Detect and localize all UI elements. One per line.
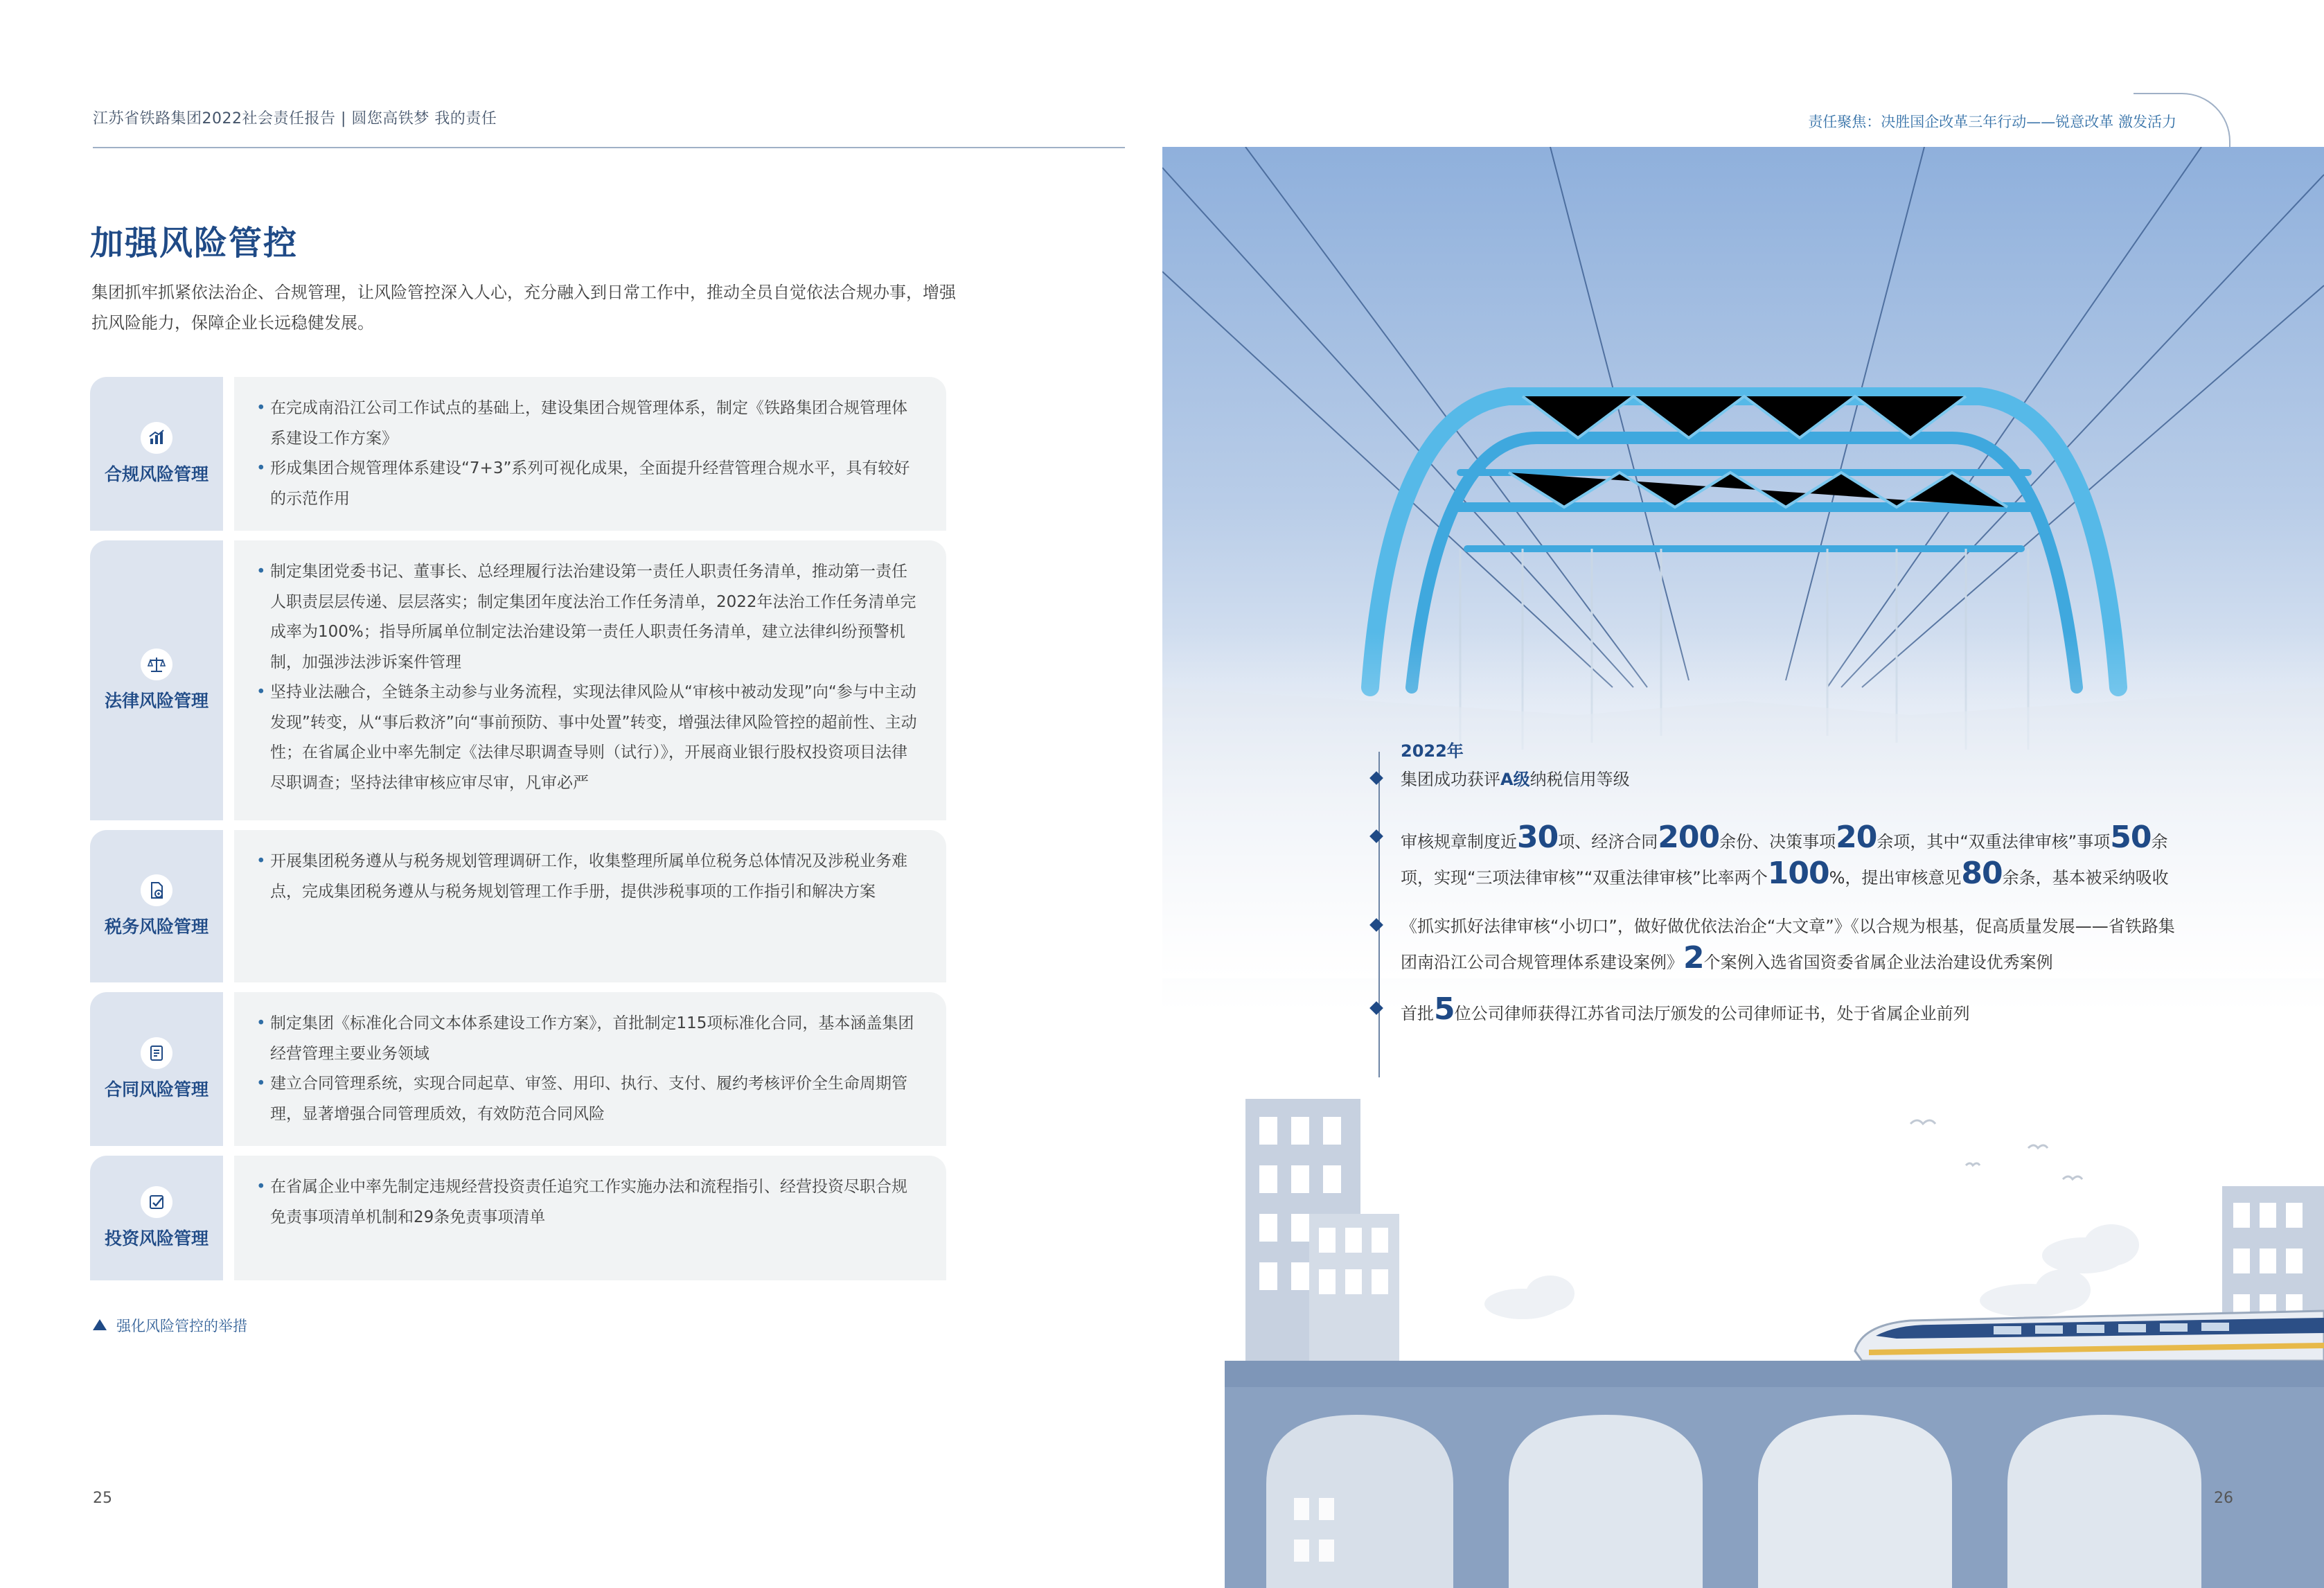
- risk-card-tax: [90, 830, 946, 982]
- scales-icon: [141, 649, 172, 680]
- fact-item: 集团成功获评A级纳税信用等级: [1401, 764, 2190, 795]
- contract-icon: [141, 1037, 172, 1069]
- risk-card-investment: [90, 1156, 946, 1280]
- header-divider-left: [93, 147, 1125, 148]
- risk-card-legal: [90, 540, 946, 820]
- page-number-left: 25: [93, 1490, 112, 1507]
- risk-card-contract: [90, 992, 946, 1146]
- list-item: • 开展集团税务遵从与税务规划管理调研工作，收集整理所属单位税务总体情况及涉税业务难点，完成集团税务遵从与税务规划管理工作手册，提供涉税事项的工作指引和解决方案: [256, 847, 919, 907]
- list-item: • 坚持业法融合，全链条主动参与业务流程，实现法律风险从“审核中被动发现”向“参与中主动发现”转变，从“事后救济”向“事前预防、事中处置”转变，增强法律风险管控的超前性、主动性；在省属企业中率先制定《法律尽职调查导则（试行）》，开展商业银行股权投资项目法律尽职调查；坚持法律审核应审尽审，凡审必严: [256, 678, 919, 798]
- risk-card-compliance: [90, 377, 946, 531]
- risk-card-label: [90, 830, 223, 982]
- header-section-title: 责任聚焦：决胜国企改革三年行动——锐意改革 激发活力: [1808, 114, 2176, 130]
- fact-item: 《抓实抓好法律审核“小切口”，做好做优依法治企“大文章”》《以合规为根基，促高质量发展——省铁路集团南沿江公司合规管理体系建设案例》2个案例入选省国资委省属企业法治建设优秀案例: [1401, 910, 2190, 978]
- figure-caption: 强化风险管控的举措: [93, 1315, 247, 1336]
- timeline-line: [1378, 752, 1380, 1077]
- risk-card-body: [234, 1156, 946, 1280]
- risk-card-body: [234, 830, 946, 982]
- risk-card-body: [234, 377, 946, 531]
- page-title: 加强风险管控: [90, 224, 299, 263]
- risk-card-name: 合同风险管理: [104, 1079, 209, 1100]
- list-item: • 制定集团《标准化合同文本体系建设工作方案》，首批制定115项标准化合同，基本涵盖集团经营管理主要业务领域: [256, 1009, 919, 1069]
- risk-card-label: [90, 1156, 223, 1280]
- risk-card-label: [90, 377, 223, 531]
- list-item: • 建立合同管理系统，实现合同起草、审签、用印、执行、支付、履约考核评价全生命周期管理，显著增强合同管理质效，有效防范合同风险: [256, 1069, 919, 1129]
- list-item: • 形成集团合规管理体系建设“7+3”系列可视化成果，全面提升经营管理合规水平，具有较好的示范作用: [256, 454, 919, 514]
- triangle-icon: [93, 1319, 107, 1330]
- list-item: • 制定集团党委书记、董事长、总经理履行法治建设第一责任人职责任务清单，推动第一责任人职责层层传递、层层落实；制定集团年度法治工作任务清单，2022年法治工作任务清单完成率为100%；指导所属单位制定法治建设第一责任人职责任务清单，建立法律纠纷预警机制，加强涉法涉诉案件管理: [256, 557, 919, 678]
- fact-item: 首批5位公司律师获得江苏省司法厅颁发的公司律师证书，处于省属企业前列: [1401, 994, 2190, 1030]
- list-item: • 在省属企业中率先制定违规经营投资责任追究工作实施办法和流程指引、经营投资尽职合规免责事项清单机制和29条免责事项清单: [256, 1172, 919, 1233]
- risk-card-name: 投资风险管理: [104, 1228, 209, 1249]
- fact-item: 审核规章制度近30项、经济合同200余份、决策事项20余项，其中“双重法律审核”事项50余项，实现“三项法律审核”“双重法律审核”比率两个100%，提出审核意见80余条，基本被采纳吸收: [1401, 822, 2190, 894]
- page-number-right: 26: [2214, 1490, 2233, 1507]
- header-report-title: 江苏省铁路集团2022社会责任报告 | 圆您高铁梦 我的责任: [93, 110, 497, 127]
- risk-card-name: 合规风险管理: [104, 464, 209, 484]
- intro-paragraph: 集团抓牢抓紧依法治企、合规管理，让风险管控深入人心，充分融入到日常工作中，推动全员自觉依法合规办事，增强抗风险能力，保障企业长远稳健发展。: [91, 283, 956, 333]
- risk-card-label: [90, 992, 223, 1146]
- tax-document-icon: [141, 874, 172, 906]
- risk-card-name: 法律风险管理: [104, 691, 209, 711]
- bar-chart-icon: [141, 422, 172, 454]
- list-item: • 在完成南沿江公司工作试点的基础上，建设集团合规管理体系，制定《铁路集团合规管理体系建设工作方案》: [256, 394, 919, 454]
- risk-card-name: 税务风险管理: [104, 917, 209, 937]
- risk-card-body: [234, 992, 946, 1146]
- timeline-year: 2022年: [1401, 741, 1464, 761]
- risk-card-body: [234, 540, 946, 820]
- checklist-icon: [141, 1186, 172, 1218]
- risk-card-label: [90, 540, 223, 820]
